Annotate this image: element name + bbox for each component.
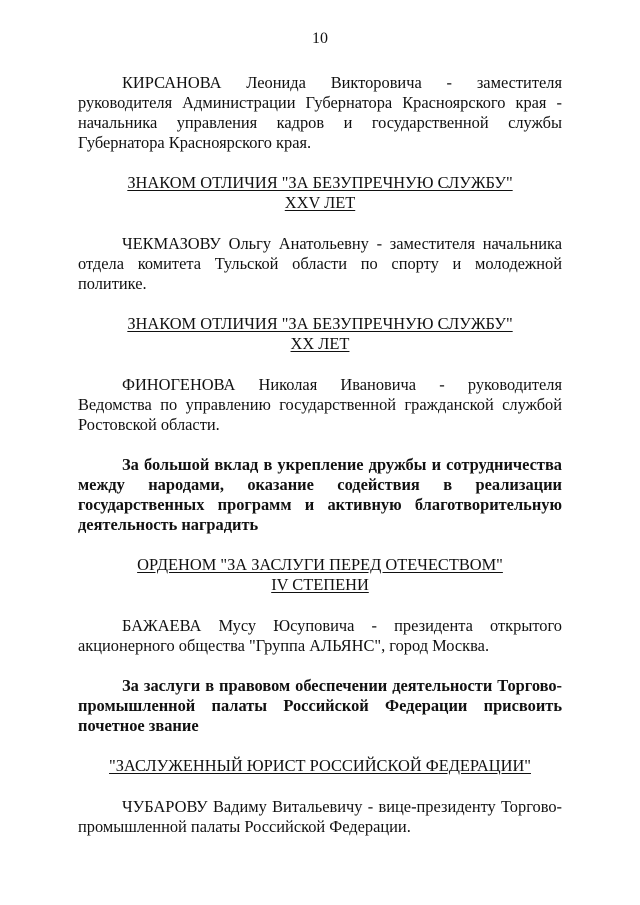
- decree-paragraph-legal: За заслуги в правовом обеспечении деятельности Торгово-промышленной палаты Российской Федерации присвоить почетное звание: [78, 676, 562, 735]
- award-recipient-kirsanov: КИРСАНОВА Леонида Викторовича - заместителя руководителя Администрации Губернатора Красноярского края - начальника управления кадров и государственной службы Губернатора Красноярского края.: [78, 73, 562, 152]
- award-recipient-chubarov: ЧУБАРОВУ Вадиму Витальевичу - вице-президенту Торгово-промышленной палаты Российской Федерации.: [78, 797, 562, 836]
- award-heading-xxv-years: ЗНАКОМ ОТЛИЧИЯ "ЗА БЕЗУПРЕЧНУЮ СЛУЖБУ": [127, 173, 513, 192]
- award-heading-order-merit: ОРДЕНОМ "ЗА ЗАСЛУГИ ПЕРЕД ОТЕЧЕСТВОМ": [137, 555, 503, 574]
- award-heading-xx-years-subtitle: XX ЛЕТ: [290, 334, 350, 353]
- document-body: [78, 73, 562, 837]
- award-heading-order-merit-degree: IV СТЕПЕНИ: [271, 575, 369, 594]
- award-heading-xx-years: ЗНАКОМ ОТЛИЧИЯ "ЗА БЕЗУПРЕЧНУЮ СЛУЖБУ": [127, 314, 513, 333]
- award-heading-honored-lawyer: "ЗАСЛУЖЕННЫЙ ЮРИСТ РОССИЙСКОЙ ФЕДЕРАЦИИ": [109, 756, 531, 775]
- award-recipient-bazhaev: БАЖАЕВА Мусу Юсуповича - президента открытого акционерного общества "Группа АЛЬЯНС", город Москва.: [78, 616, 562, 655]
- award-recipient-chekmazova: ЧЕКМАЗОВУ Ольгу Анатольевну - заместителя начальника отдела комитета Тульской области по спорту и молодежной политике.: [78, 234, 562, 293]
- decree-paragraph-friendship: За большой вклад в укрепление дружбы и сотрудничества между народами, оказание содействия в реализации государственных программ и активную благотворительную деятельность наградить: [78, 455, 562, 534]
- page-number: 10: [312, 30, 328, 47]
- award-recipient-finogenov: ФИНОГЕНОВА Николая Ивановича - руководителя Ведомства по управлению государственной гражданской службой Ростовской области.: [78, 375, 562, 434]
- award-heading-xxv-years-subtitle: XXV ЛЕТ: [284, 193, 356, 212]
